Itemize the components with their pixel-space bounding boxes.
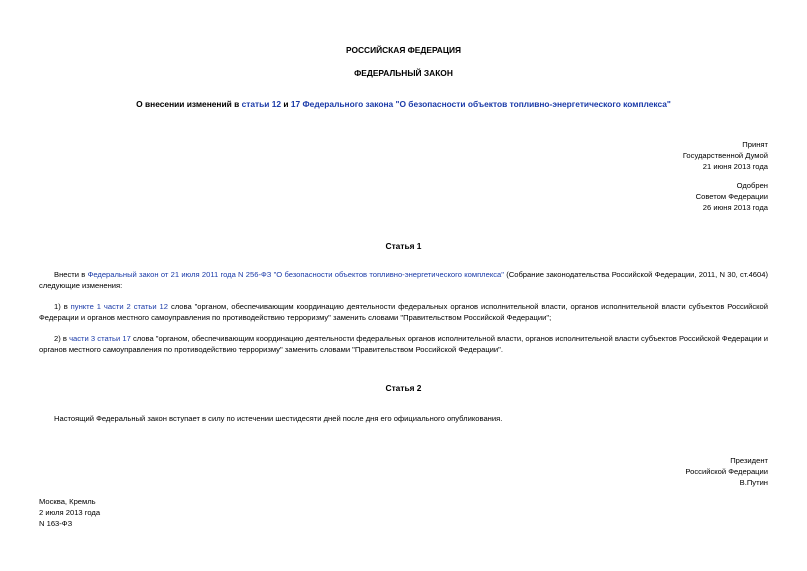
footer-date: 2 июля 2013 года	[39, 508, 101, 517]
federal-law-256-link[interactable]: Федеральный закон от 21 июля 2011 года N 256-ФЗ "О безопасности объектов топливно-энергетического комплекса"	[87, 270, 504, 279]
item2-link[interactable]: части 3 статьи 17	[69, 334, 131, 343]
signature-name: В.Путин	[739, 478, 768, 487]
intro-prefix: Внести в	[54, 270, 88, 279]
article-2-text: Настоящий Федеральный закон вступает в силу по истечении шестидесяти дней после дня его официального опубликования.	[54, 414, 503, 423]
item2-prefix: 2) в	[54, 334, 70, 343]
footer-place: Москва, Кремль	[39, 497, 96, 506]
title-link-article-12[interactable]: статьи 12	[241, 99, 282, 109]
adoption-duma	[683, 139, 768, 172]
item1-link[interactable]: пункте 1 части 2 статьи 12	[70, 302, 169, 311]
law-type-heading: ФЕДЕРАЛЬНЫЙ ЗАКОН	[354, 68, 453, 78]
accepted-label: Принят	[742, 140, 768, 149]
article-1-item-2	[39, 333, 768, 355]
council-label: Советом Федерации	[695, 192, 768, 201]
article-1-item-1	[39, 301, 768, 323]
signature-title: Президент	[730, 456, 768, 465]
article-2-heading: Статья 2	[385, 383, 422, 393]
intro-suffix: (Собрание законодательства Российской Федерации, 2011, N 30, ст.4604) следующие изменения:	[39, 270, 769, 290]
item2-text: слова "органом, обеспечивающим координацию деятельности федеральных органов исполнительной власти, органов исполнительной власти субъектов Российской Федерации и органов местного самоуправления по противодействию терроризму" заменить словами "Правительством Российской Федерации".	[39, 334, 768, 354]
article-1-intro	[39, 269, 768, 291]
article-1-heading: Статья 1	[385, 241, 422, 251]
item1-text: слова "органом, обеспечивающим координацию деятельности федеральных органов исполнительной власти, органов исполнительной власти субъектов Российской Федерации и органов местного самоуправления по противодействию терроризму" заменить словами "Правительством Российской Федерации";	[39, 302, 769, 322]
footer-block	[39, 496, 100, 529]
country-heading: РОССИЙСКАЯ ФЕДЕРАЦИЯ	[345, 45, 462, 55]
duma-label: Государственной Думой	[682, 151, 768, 160]
duma-date: 21 июня 2013 года	[702, 162, 768, 171]
council-date: 26 июня 2013 года	[702, 203, 768, 212]
approved-label: Одобрен	[736, 181, 768, 190]
title-prefix: О внесении изменений в	[136, 99, 242, 109]
footer-number: N 163-ФЗ	[39, 519, 73, 528]
signature-block	[685, 455, 768, 488]
approval-council	[696, 180, 768, 213]
law-title	[0, 99, 807, 109]
signature-country: Российской Федерации	[685, 467, 768, 476]
item1-prefix: 1) в	[54, 302, 71, 311]
title-link-article-17[interactable]: 17 Федерального закона "О безопасности объектов топливно-энергетического комплекса"	[290, 99, 671, 109]
title-and: и	[281, 99, 291, 109]
